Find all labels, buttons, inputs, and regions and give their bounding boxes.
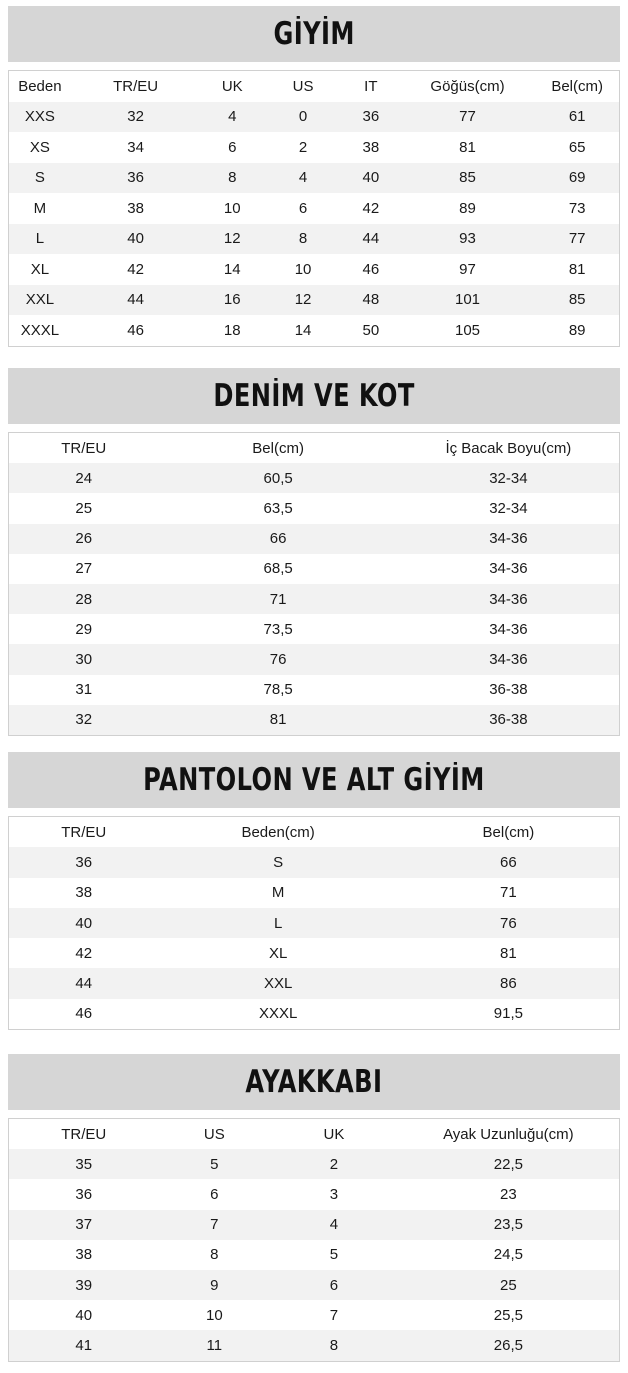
table-cell: 7	[210, 1216, 219, 1234]
table-cell: 37	[75, 1216, 93, 1234]
table-cell: 38	[362, 138, 380, 156]
section-banner	[8, 6, 620, 62]
table-row	[9, 1240, 619, 1270]
table-cell: 23,5	[493, 1216, 523, 1234]
table-row	[9, 1179, 619, 1209]
table-cell: 6	[228, 138, 237, 156]
table-cell: 78,5	[263, 681, 293, 699]
table-cell: 91,5	[493, 1005, 523, 1023]
table-row	[9, 163, 619, 194]
table-cell: 14	[223, 260, 241, 278]
table-cell: 9	[210, 1276, 219, 1294]
section-title: AYAKKABI	[245, 1064, 383, 1100]
table-cell: 10	[223, 199, 241, 217]
table-cell: S	[34, 169, 45, 187]
table-cell: 97	[459, 260, 476, 278]
section-banner	[8, 368, 620, 424]
table-cell: 11	[206, 1336, 223, 1354]
table-cell: 2	[298, 138, 308, 156]
table-cell: 40	[127, 230, 144, 248]
table-cell: 27	[75, 560, 93, 578]
table-cell: 7	[329, 1306, 339, 1324]
table-row	[9, 938, 619, 968]
table-cell: 25	[75, 499, 93, 517]
table-cell: 48	[362, 291, 380, 309]
table-cell: 46	[75, 1005, 93, 1023]
column-header: US	[292, 77, 314, 95]
table-cell: 24,5	[493, 1246, 523, 1264]
table-cell: XXS	[24, 108, 55, 126]
table-cell: 42	[127, 260, 144, 278]
table-cell: 36	[75, 1185, 93, 1203]
table-row	[9, 878, 619, 908]
section-giyim	[8, 6, 620, 347]
header-row	[9, 1119, 619, 1149]
table-cell: M	[33, 199, 47, 217]
table-cell: 38	[75, 1246, 93, 1264]
table-cell: 26,5	[493, 1336, 523, 1354]
column-header: UK	[221, 77, 243, 95]
table-cell: 76	[500, 914, 517, 932]
table-cell: 44	[127, 291, 144, 309]
table-cell: 32-34	[489, 499, 528, 517]
table-row	[9, 1210, 619, 1240]
table-cell: 8	[210, 1246, 219, 1264]
table-cell: 40	[75, 914, 93, 932]
table-cell: 81	[459, 138, 476, 156]
size-table	[8, 432, 620, 736]
table-cell: L	[35, 230, 45, 248]
column-header: UK	[323, 1125, 345, 1143]
table-cell: 81	[568, 260, 586, 278]
table-cell: 6	[298, 199, 308, 217]
header-row	[9, 817, 619, 847]
section-banner	[8, 752, 620, 808]
table-cell: XL	[268, 944, 288, 962]
section-title: GİYİM	[273, 16, 355, 52]
table-cell: 12	[223, 230, 241, 248]
table-cell: 23	[500, 1185, 517, 1203]
table-cell: 25,5	[493, 1306, 523, 1324]
table-cell: 18	[223, 321, 241, 339]
table-cell: 60,5	[263, 469, 293, 487]
table-row	[9, 224, 619, 255]
table-cell: XXXL	[20, 321, 60, 339]
section-ayakkabi	[8, 1054, 620, 1362]
table-cell: 38	[75, 884, 93, 902]
column-header: Ayak Uzunluğu(cm)	[443, 1125, 574, 1143]
table-cell: 86	[500, 975, 517, 993]
size-table	[8, 1118, 620, 1362]
table-cell: 28	[75, 590, 93, 608]
column-header: TR/EU	[61, 1125, 107, 1143]
table-cell: 3	[329, 1185, 339, 1203]
table-cell: 40	[362, 169, 380, 187]
table-cell: 41	[75, 1336, 93, 1354]
table-cell: 42	[362, 199, 380, 217]
section-title: PANTOLON VE ALT GİYİM	[143, 762, 485, 798]
column-header: Bel(cm)	[482, 823, 535, 841]
table-cell: 26	[75, 530, 93, 548]
table-cell: S	[273, 853, 284, 871]
table-row	[9, 193, 619, 224]
column-header: TR/EU	[61, 439, 107, 457]
table-row	[9, 1270, 619, 1300]
column-header: US	[203, 1125, 225, 1143]
table-cell: 36-38	[489, 711, 528, 729]
table-cell: 34-36	[489, 650, 528, 668]
header-row	[9, 71, 619, 102]
table-cell: 32	[75, 711, 93, 729]
table-cell: 10	[205, 1306, 223, 1324]
table-cell: 39	[75, 1276, 93, 1294]
table-cell: 34-36	[489, 620, 528, 638]
table-cell: 77	[459, 108, 476, 126]
table-row	[9, 285, 619, 316]
table-cell: 8	[298, 230, 308, 248]
table-cell: 8	[228, 169, 237, 187]
table-cell: 40	[75, 1306, 93, 1324]
table-row	[9, 254, 619, 285]
table-row	[9, 644, 619, 674]
table-row	[9, 524, 619, 554]
table-cell: 71	[500, 884, 517, 902]
table-row	[9, 614, 619, 644]
table-cell: 85	[568, 291, 586, 309]
header-row	[9, 433, 619, 463]
table-cell: 29	[75, 620, 93, 638]
table-cell: 44	[362, 230, 380, 248]
table-cell: 12	[294, 291, 312, 309]
table-cell: 89	[568, 321, 586, 339]
table-cell: 76	[269, 650, 287, 668]
table-cell: 34-36	[489, 590, 528, 608]
section-title: DENİM VE KOT	[213, 378, 415, 414]
table-cell: 89	[459, 199, 476, 217]
table-cell: 36-38	[489, 681, 528, 699]
table-row	[9, 705, 619, 735]
table-cell: 93	[459, 230, 476, 248]
table-cell: 5	[329, 1246, 339, 1264]
table-cell: 65	[568, 138, 586, 156]
table-cell: 50	[362, 321, 380, 339]
table-cell: 34	[127, 138, 144, 156]
table-cell: 71	[269, 590, 287, 608]
table-cell: 6	[329, 1276, 339, 1294]
table-cell: 69	[568, 169, 586, 187]
table-row	[9, 675, 619, 705]
table-cell: 73	[568, 199, 586, 217]
table-cell: M	[271, 884, 285, 902]
table-cell: 0	[298, 108, 308, 126]
table-cell: 8	[329, 1336, 339, 1354]
section-banner	[8, 1054, 620, 1110]
table-row	[9, 968, 619, 998]
table-cell: 4	[228, 108, 237, 126]
table-cell: 85	[459, 169, 476, 187]
table-cell: 5	[210, 1155, 219, 1173]
table-cell: 14	[294, 321, 312, 339]
table-cell: 22,5	[493, 1155, 523, 1173]
size-table	[8, 816, 620, 1030]
table-cell: 35	[75, 1155, 93, 1173]
table-cell: 31	[75, 681, 93, 699]
table-cell: 6	[210, 1185, 219, 1203]
table-row	[9, 1330, 619, 1360]
table-cell: 46	[362, 260, 380, 278]
table-cell: XS	[29, 138, 50, 156]
column-header: TR/EU	[113, 77, 159, 95]
table-cell: 10	[294, 260, 312, 278]
column-header: Beden(cm)	[241, 823, 315, 841]
table-row	[9, 315, 619, 346]
table-row	[9, 1149, 619, 1179]
table-row	[9, 1300, 619, 1330]
table-cell: XXXL	[258, 1005, 298, 1023]
table-cell: 44	[75, 975, 93, 993]
column-header: İç Bacak Boyu(cm)	[445, 439, 572, 457]
table-cell: 81	[269, 711, 287, 729]
table-cell: 32-34	[489, 469, 528, 487]
table-cell: XL	[30, 260, 50, 278]
table-cell: 68,5	[263, 560, 293, 578]
table-cell: 36	[362, 108, 380, 126]
table-row	[9, 999, 619, 1029]
table-cell: 25	[500, 1276, 517, 1294]
table-cell: 4	[329, 1216, 339, 1234]
table-cell: 36	[75, 853, 93, 871]
column-header: IT	[364, 77, 378, 95]
table-cell: 101	[455, 291, 481, 309]
table-cell: 42	[75, 944, 93, 962]
table-cell: 34-36	[489, 560, 528, 578]
table-cell: 16	[223, 291, 241, 309]
table-cell: 73,5	[263, 620, 293, 638]
table-row	[9, 102, 619, 133]
size-table	[8, 70, 620, 347]
table-row	[9, 584, 619, 614]
table-row	[9, 493, 619, 523]
table-row	[9, 132, 619, 163]
table-row	[9, 463, 619, 493]
section-denim-ve-kot	[8, 368, 620, 736]
table-row	[9, 554, 619, 584]
table-cell: 4	[298, 169, 308, 187]
table-cell: 2	[329, 1155, 339, 1173]
table-cell: 61	[568, 108, 586, 126]
table-row	[9, 908, 619, 938]
table-cell: 105	[455, 321, 481, 339]
table-cell: 32	[127, 108, 144, 126]
column-header: Bel(cm)	[252, 439, 304, 457]
table-row	[9, 847, 619, 877]
table-cell: 66	[269, 530, 287, 548]
table-cell: 66	[500, 853, 517, 871]
table-cell: 24	[75, 469, 93, 487]
column-header: Beden	[18, 77, 62, 95]
table-cell: 77	[568, 230, 586, 248]
table-cell: L	[273, 914, 283, 932]
column-header: Bel(cm)	[551, 77, 603, 95]
column-header: TR/EU	[61, 823, 107, 841]
section-pantolon-ve-alt-giyim	[8, 752, 620, 1030]
table-cell: 34-36	[489, 530, 528, 548]
column-header: Göğüs(cm)	[430, 77, 505, 95]
table-cell: 38	[127, 199, 144, 217]
table-cell: 36	[127, 169, 144, 187]
table-cell: XXL	[263, 975, 293, 993]
table-cell: 46	[127, 321, 144, 339]
table-cell: XXL	[25, 291, 55, 309]
table-cell: 63,5	[263, 499, 293, 517]
table-cell: 30	[75, 650, 93, 668]
table-cell: 81	[500, 944, 517, 962]
